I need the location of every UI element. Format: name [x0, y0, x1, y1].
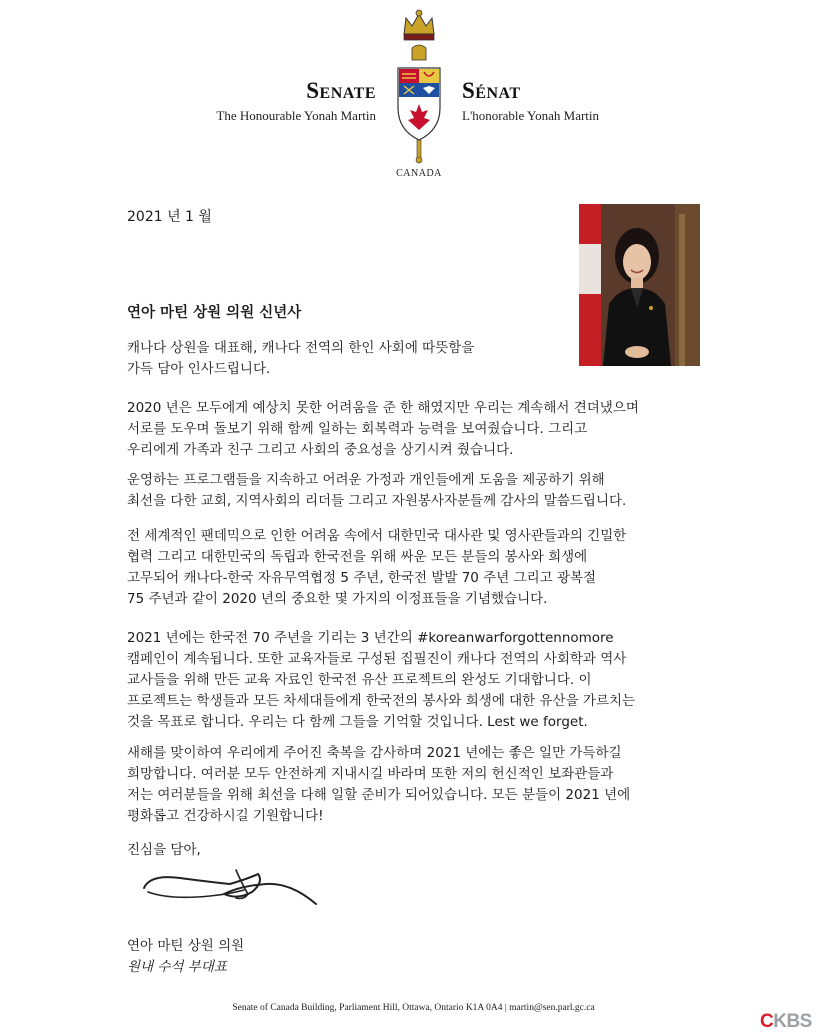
letter-date: 2021 년 1 월 [127, 209, 212, 225]
ckbs-watermark: CKBS [760, 1011, 812, 1032]
signer-name: 연아 마틴 상원 의원 [127, 938, 245, 954]
text-line: 2021 년에는 한국전 70 주년을 기리는 3 년간의 #koreanwarforgottennomore [127, 630, 614, 646]
senator-name-fr: L'honorable Yonah Martin [462, 108, 600, 123]
text-line: 고무되어 캐나다-한국 자유무역협정 5 주년, 한국전 발발 70 주년 그리고 광복절 [127, 570, 597, 586]
text-line: 교사들을 위해 만든 교육 자료인 한국전 유산 프로젝트의 완성도 기대합니다. 이 [127, 672, 592, 688]
footer-address: Senate of Canada Building, Parliament Hill, Ottawa, Ontario K1A 0A4 | martin@sen.parl.gc.ca [232, 1003, 595, 1013]
paragraph-thanks [127, 470, 626, 512]
letter-heading: 연아 마틴 상원 의원 신년사 [127, 305, 302, 321]
signer-title: 원내 수석 부대표 [127, 959, 227, 975]
text-line: 전 세계적인 팬데믹으로 인한 어려움 속에서 대한민국 대사관 및 영사관들과의 긴밀한 [127, 528, 627, 544]
text-line: 75 주년과 같이 2020 년의 중요한 몇 가지의 이정표들을 기념했습니다. [127, 591, 548, 607]
country-label: CANADA [396, 168, 442, 179]
paragraph-2020 [127, 398, 639, 461]
senate-name-fr: Sénat [462, 78, 521, 103]
text-line: 새해를 맞이하여 우리에게 주어진 축복을 감사하며 2021 년에는 좋은 일만 가득하길 [127, 745, 622, 761]
letterhead-english [180, 78, 376, 124]
text-line: 우리에게 가족과 친구 그리고 사회의 중요성을 상기시켜 줬습니다. [127, 442, 514, 458]
closing-line: 진심을 담아, [127, 842, 201, 858]
text-line: 저는 여러분들을 위해 최선을 다해 일할 준비가 되어있습니다. 모든 분들이 2021 년에 [127, 787, 631, 803]
senator-name-en: The Honourable Yonah Martin [216, 108, 376, 123]
paragraph-new-year-wishes [127, 743, 630, 827]
text-line: 서로를 도우며 돌보기 위해 함께 일하는 회복력과 능력을 보여줬습니다. 그리고 [127, 421, 588, 437]
portrait-photo [579, 204, 700, 366]
text-line: 캐나다 상원을 대표해, 캐나다 전역의 한인 사회에 따뜻함을 [127, 340, 475, 356]
paragraph-greeting [127, 338, 474, 380]
text-line: 희망합니다. 여러분 모두 안전하게 지내시길 바라며 또한 저의 헌신적인 보좌관들과 [127, 766, 614, 782]
text-line: 캠페인이 계속됩니다. 또한 교육자들로 구성된 집필진이 캐나다 전역의 사회학과 역사 [127, 651, 627, 667]
signature [140, 860, 320, 930]
text-line: 가득 담아 인사드립니다. [127, 361, 271, 377]
paragraph-2021-campaign [127, 628, 635, 733]
text-line: 운영하는 프로그램들을 지속하고 어려운 가정과 개인들에게 도움을 제공하기 위해 [127, 472, 605, 488]
text-line: 2020 년은 모두에게 예상치 못한 어려움을 준 한 해였지만 우리는 계속해서 견뎌냈으며 [127, 400, 639, 416]
text-line: 협력 그리고 대한민국의 독립과 한국전을 위해 싸운 모든 분들의 봉사와 희생에 [127, 549, 588, 565]
text-line: 프로젝트는 학생들과 모든 차세대들에게 한국전의 봉사와 희생에 대한 유산을 가르치는 [127, 693, 636, 709]
paragraph-milestones [127, 526, 626, 610]
letterhead-french [462, 78, 682, 124]
senate-name-en: Senate [306, 78, 376, 103]
senate-crest-icon [388, 8, 450, 166]
text-line: 최선을 다한 교회, 지역사회의 리더들 그리고 자원봉사자분들께 감사의 말씀드립니다. [127, 493, 627, 509]
text-line: 것을 목표로 합니다. 우리는 다 함께 그들을 기억할 것입니다. Lest we forget. [127, 714, 588, 730]
text-line: 평화롭고 건강하시길 기원합니다! [127, 808, 324, 824]
